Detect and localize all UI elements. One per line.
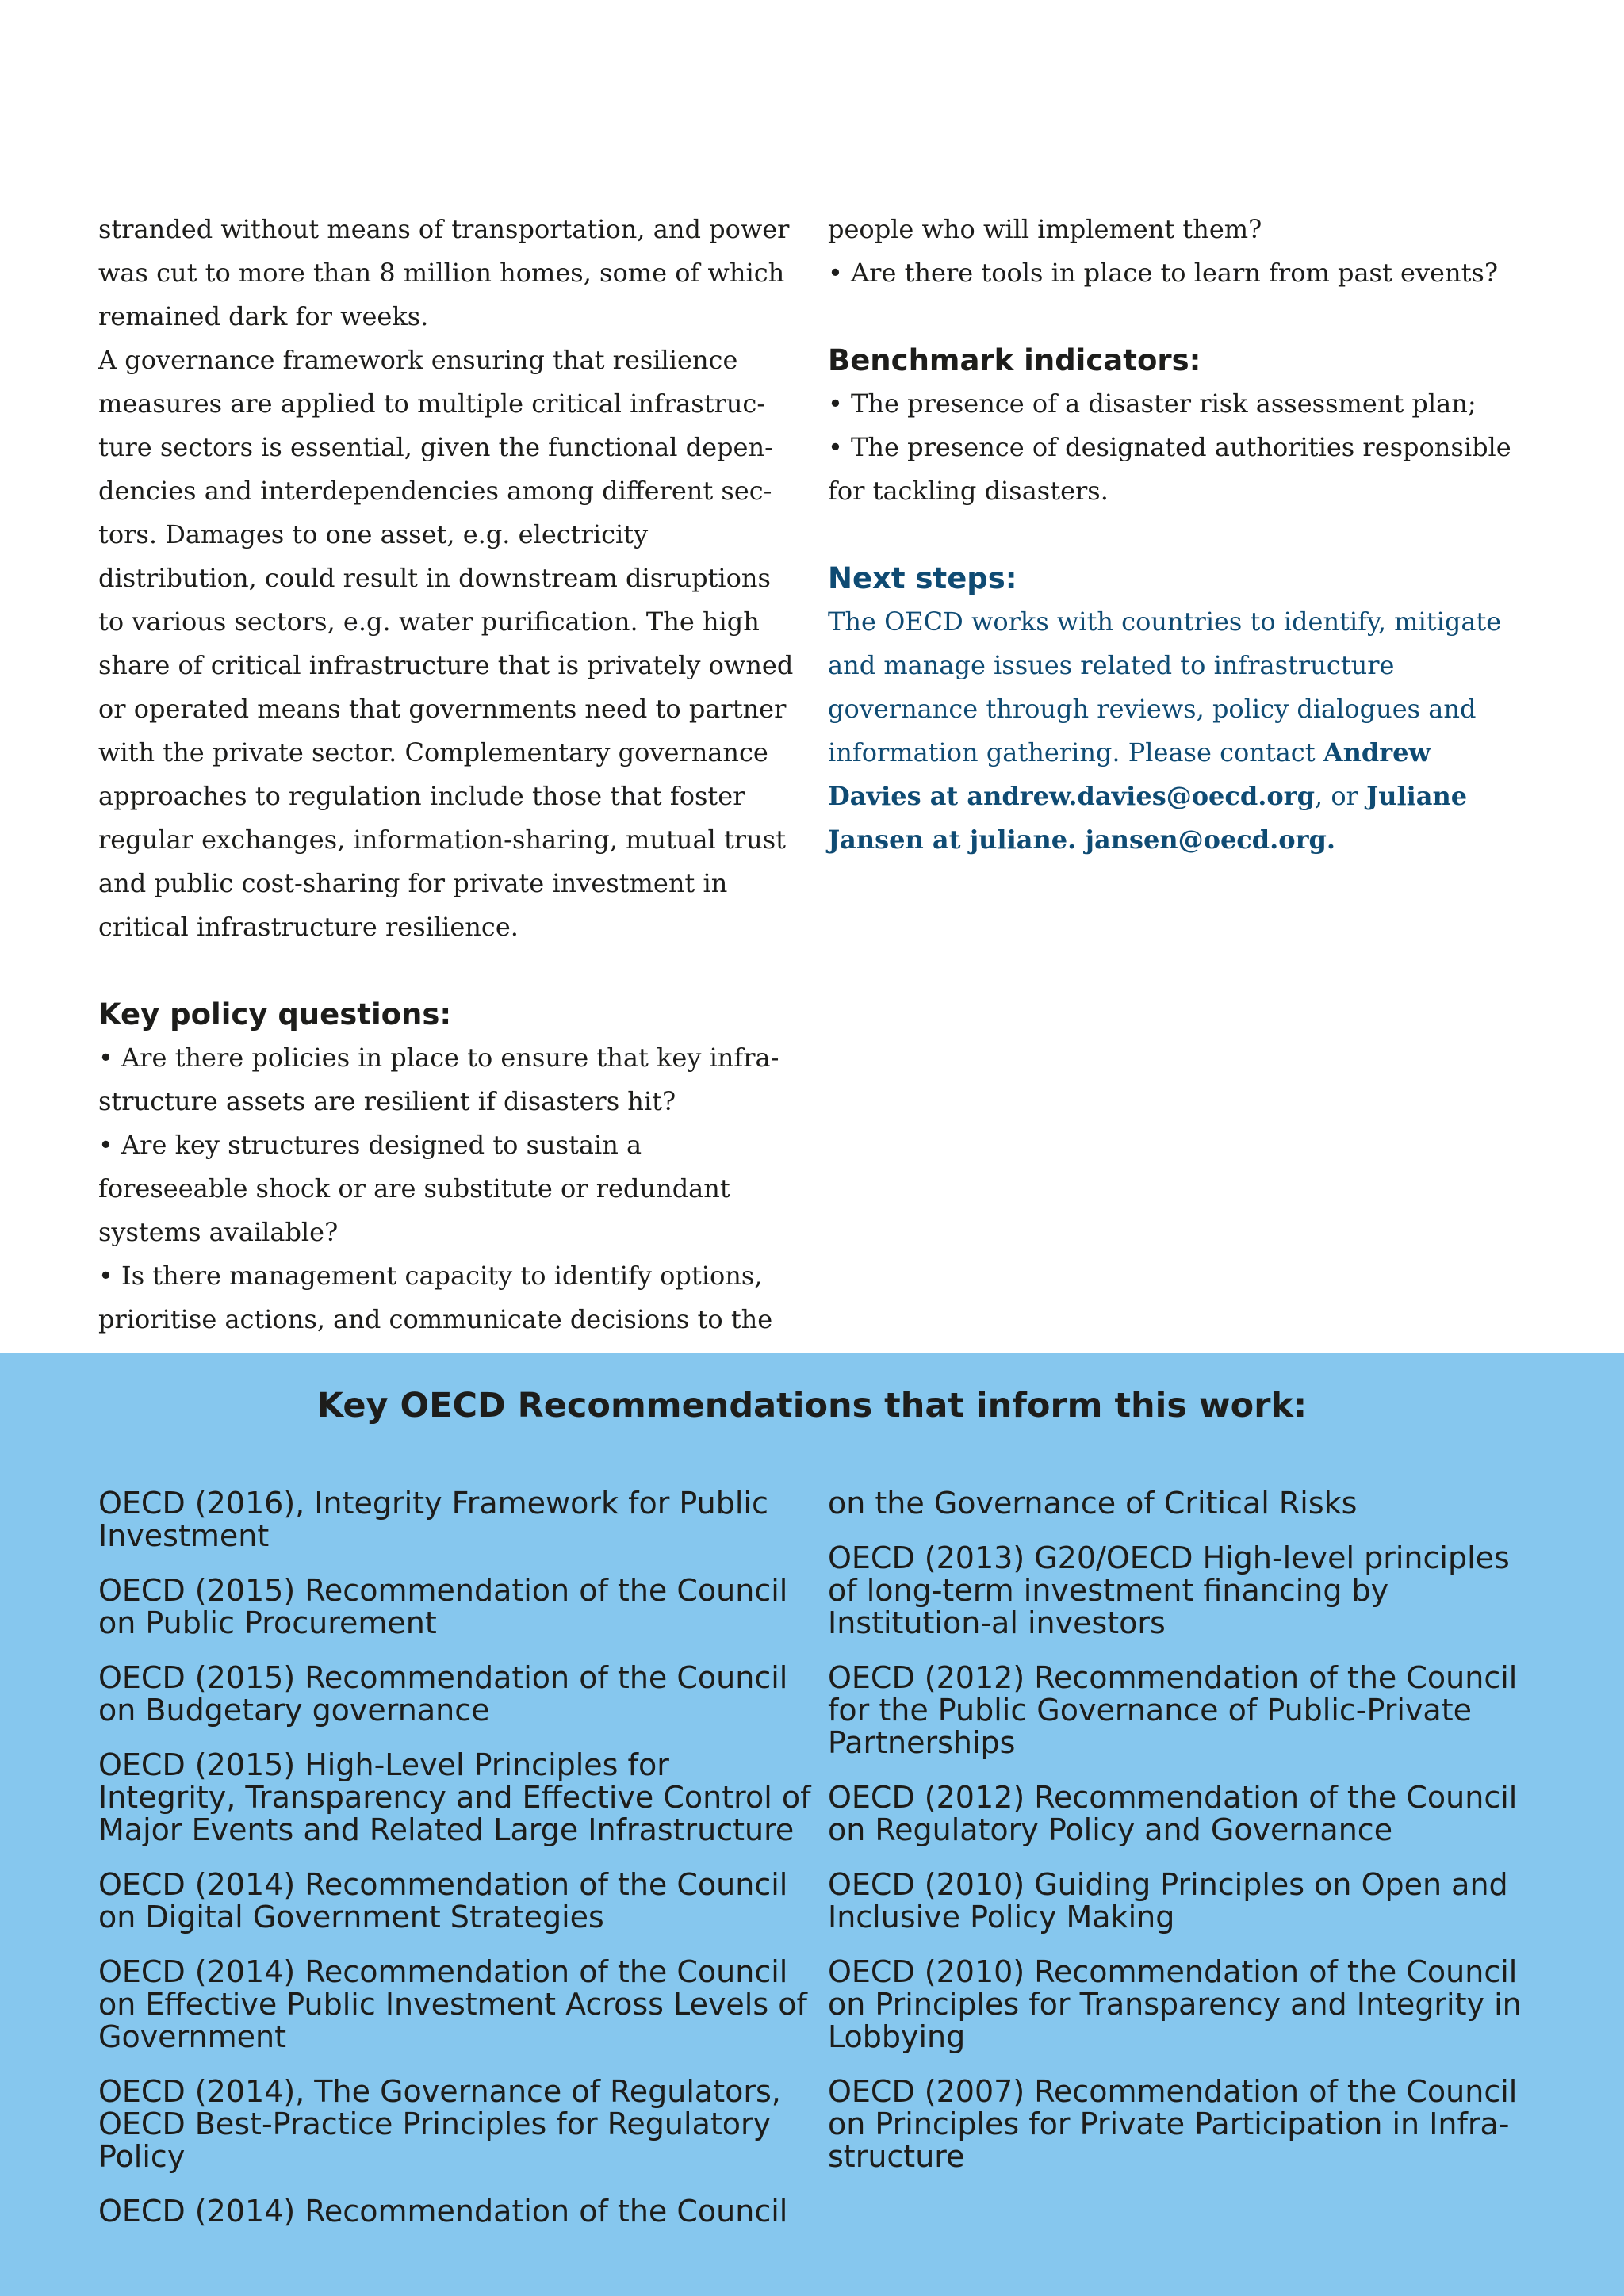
spacer [828, 295, 1526, 339]
left-column [98, 208, 796, 1341]
recommendation-item: OECD (2014) Recommendation of the Council on Digital Government Strategies [98, 1867, 788, 1934]
question-item: • Are key structures designed to sustain a foreseeable shock or are substitute or redundant systems available? [98, 1130, 730, 1247]
intro-paragraph: stranded without means of transportation, and power was cut to more than 8 million homes, some of which remained dark for weeks. [98, 214, 790, 331]
key-questions-heading: Key policy questions: [98, 997, 452, 1031]
next-steps-text [828, 600, 1526, 862]
next-steps-heading: Next steps: [828, 561, 1017, 595]
recommendation-item: OECD (2013) G20/OECD High-level principles of long-term investment financing by Institution-al investors [828, 1540, 1510, 1640]
question-item: • Is there management capacity to identify options, prioritise actions, and communicate decisions to the [98, 1261, 773, 1334]
question-continuation: people who will implement them? [828, 214, 1262, 244]
benchmark-item: • The presence of designated authorities responsible for tackling disasters. [828, 432, 1511, 506]
spacer [98, 949, 796, 993]
question-item: • Are there policies in place to ensure that key infra-structure assets are resilient if disasters hit? [98, 1043, 779, 1116]
contact-andrew-davies[interactable]: Andrew Davies at andrew.davies@oecd.org [828, 737, 1431, 811]
contact-juliane-jansen[interactable]: Juliane Jansen at juliane. jansen@oecd.org. [828, 781, 1468, 855]
recommendation-item: OECD (2010) Guiding Principles on Open and Inclusive Policy Making [828, 1867, 1508, 1934]
next-steps-section [828, 557, 1526, 862]
recommendation-item: OECD (2012) Recommendation of the Council on Regulatory Policy and Governance [828, 1780, 1518, 1847]
spacer [828, 513, 1526, 557]
recommendation-item: OECD (2010) Recommendation of the Council on Principles for Transparency and Integrity in Lobbying [828, 1954, 1522, 2054]
recommendation-item: OECD (2014) Recommendation of the Council [98, 2194, 788, 2229]
next-steps-intro: The OECD works with countries to identify, mitigate and manage issues related to infrastructure governance through reviews, policy dialogues and information gathering. Please contact [828, 607, 1502, 767]
recommendation-item: OECD (2015) Recommendation of the Council on Budgetary governance [98, 1660, 788, 1728]
question-item: • Are there tools in place to learn from past events? [828, 258, 1498, 288]
recommendation-item: OECD (2007) Recommendation of the Council on Principles for Private Participation in Infra-structure [828, 2074, 1518, 2174]
right-column [828, 208, 1526, 862]
governance-paragraph: A governance framework ensuring that resilience measures are applied to multiple critical infrastruc-ture sectors is essential, given the functional depen-dencies and interdependencies among different sec-tors. Damages to one asset, e.g. electricity distribution, could result in downstream disruptions to various sectors, e.g. water purification. The high share of critical infrastructure that is privately owned or operated means that governments need to partner with the private sector. Complementary governance approaches to regulation include those that foster regular exchanges, information-sharing, mutual trust and public cost-sharing for private investment in critical infrastructure resilience. [98, 345, 794, 942]
benchmark-item: • The presence of a disaster risk assessment plan; [828, 388, 1477, 419]
recommendations-left-column [98, 1487, 812, 2250]
recommendation-item: OECD (2014) Recommendation of the Council on Effective Public Investment Across Levels of Government [98, 1954, 807, 2054]
recommendations-right-column [828, 1487, 1542, 2195]
recommendation-item: OECD (2015) High-Level Principles for Integrity, Transparency and Effective Control of Major Events and Related Large Infrastructure [98, 1747, 811, 1847]
recommendation-item: OECD (2016), Integrity Framework for Public Investment [98, 1486, 768, 1553]
benchmark-heading: Benchmark indicators: [828, 343, 1201, 377]
recommendation-item: OECD (2012) Recommendation of the Council for the Public Governance of Public-Private Partnerships [828, 1660, 1518, 1760]
recommendations-title: Key OECD Recommendations that inform this work: [316, 1386, 1308, 1425]
recommendation-item: OECD (2014), The Governance of Regulators, OECD Best-Practice Principles for Regulatory Policy [98, 2074, 781, 2174]
recommendation-item: OECD (2015) Recommendation of the Council on Public Procurement [98, 1573, 788, 1640]
next-steps-connector: , or [1314, 781, 1367, 811]
recommendation-item: on the Governance of Critical Risks [828, 1486, 1358, 1521]
